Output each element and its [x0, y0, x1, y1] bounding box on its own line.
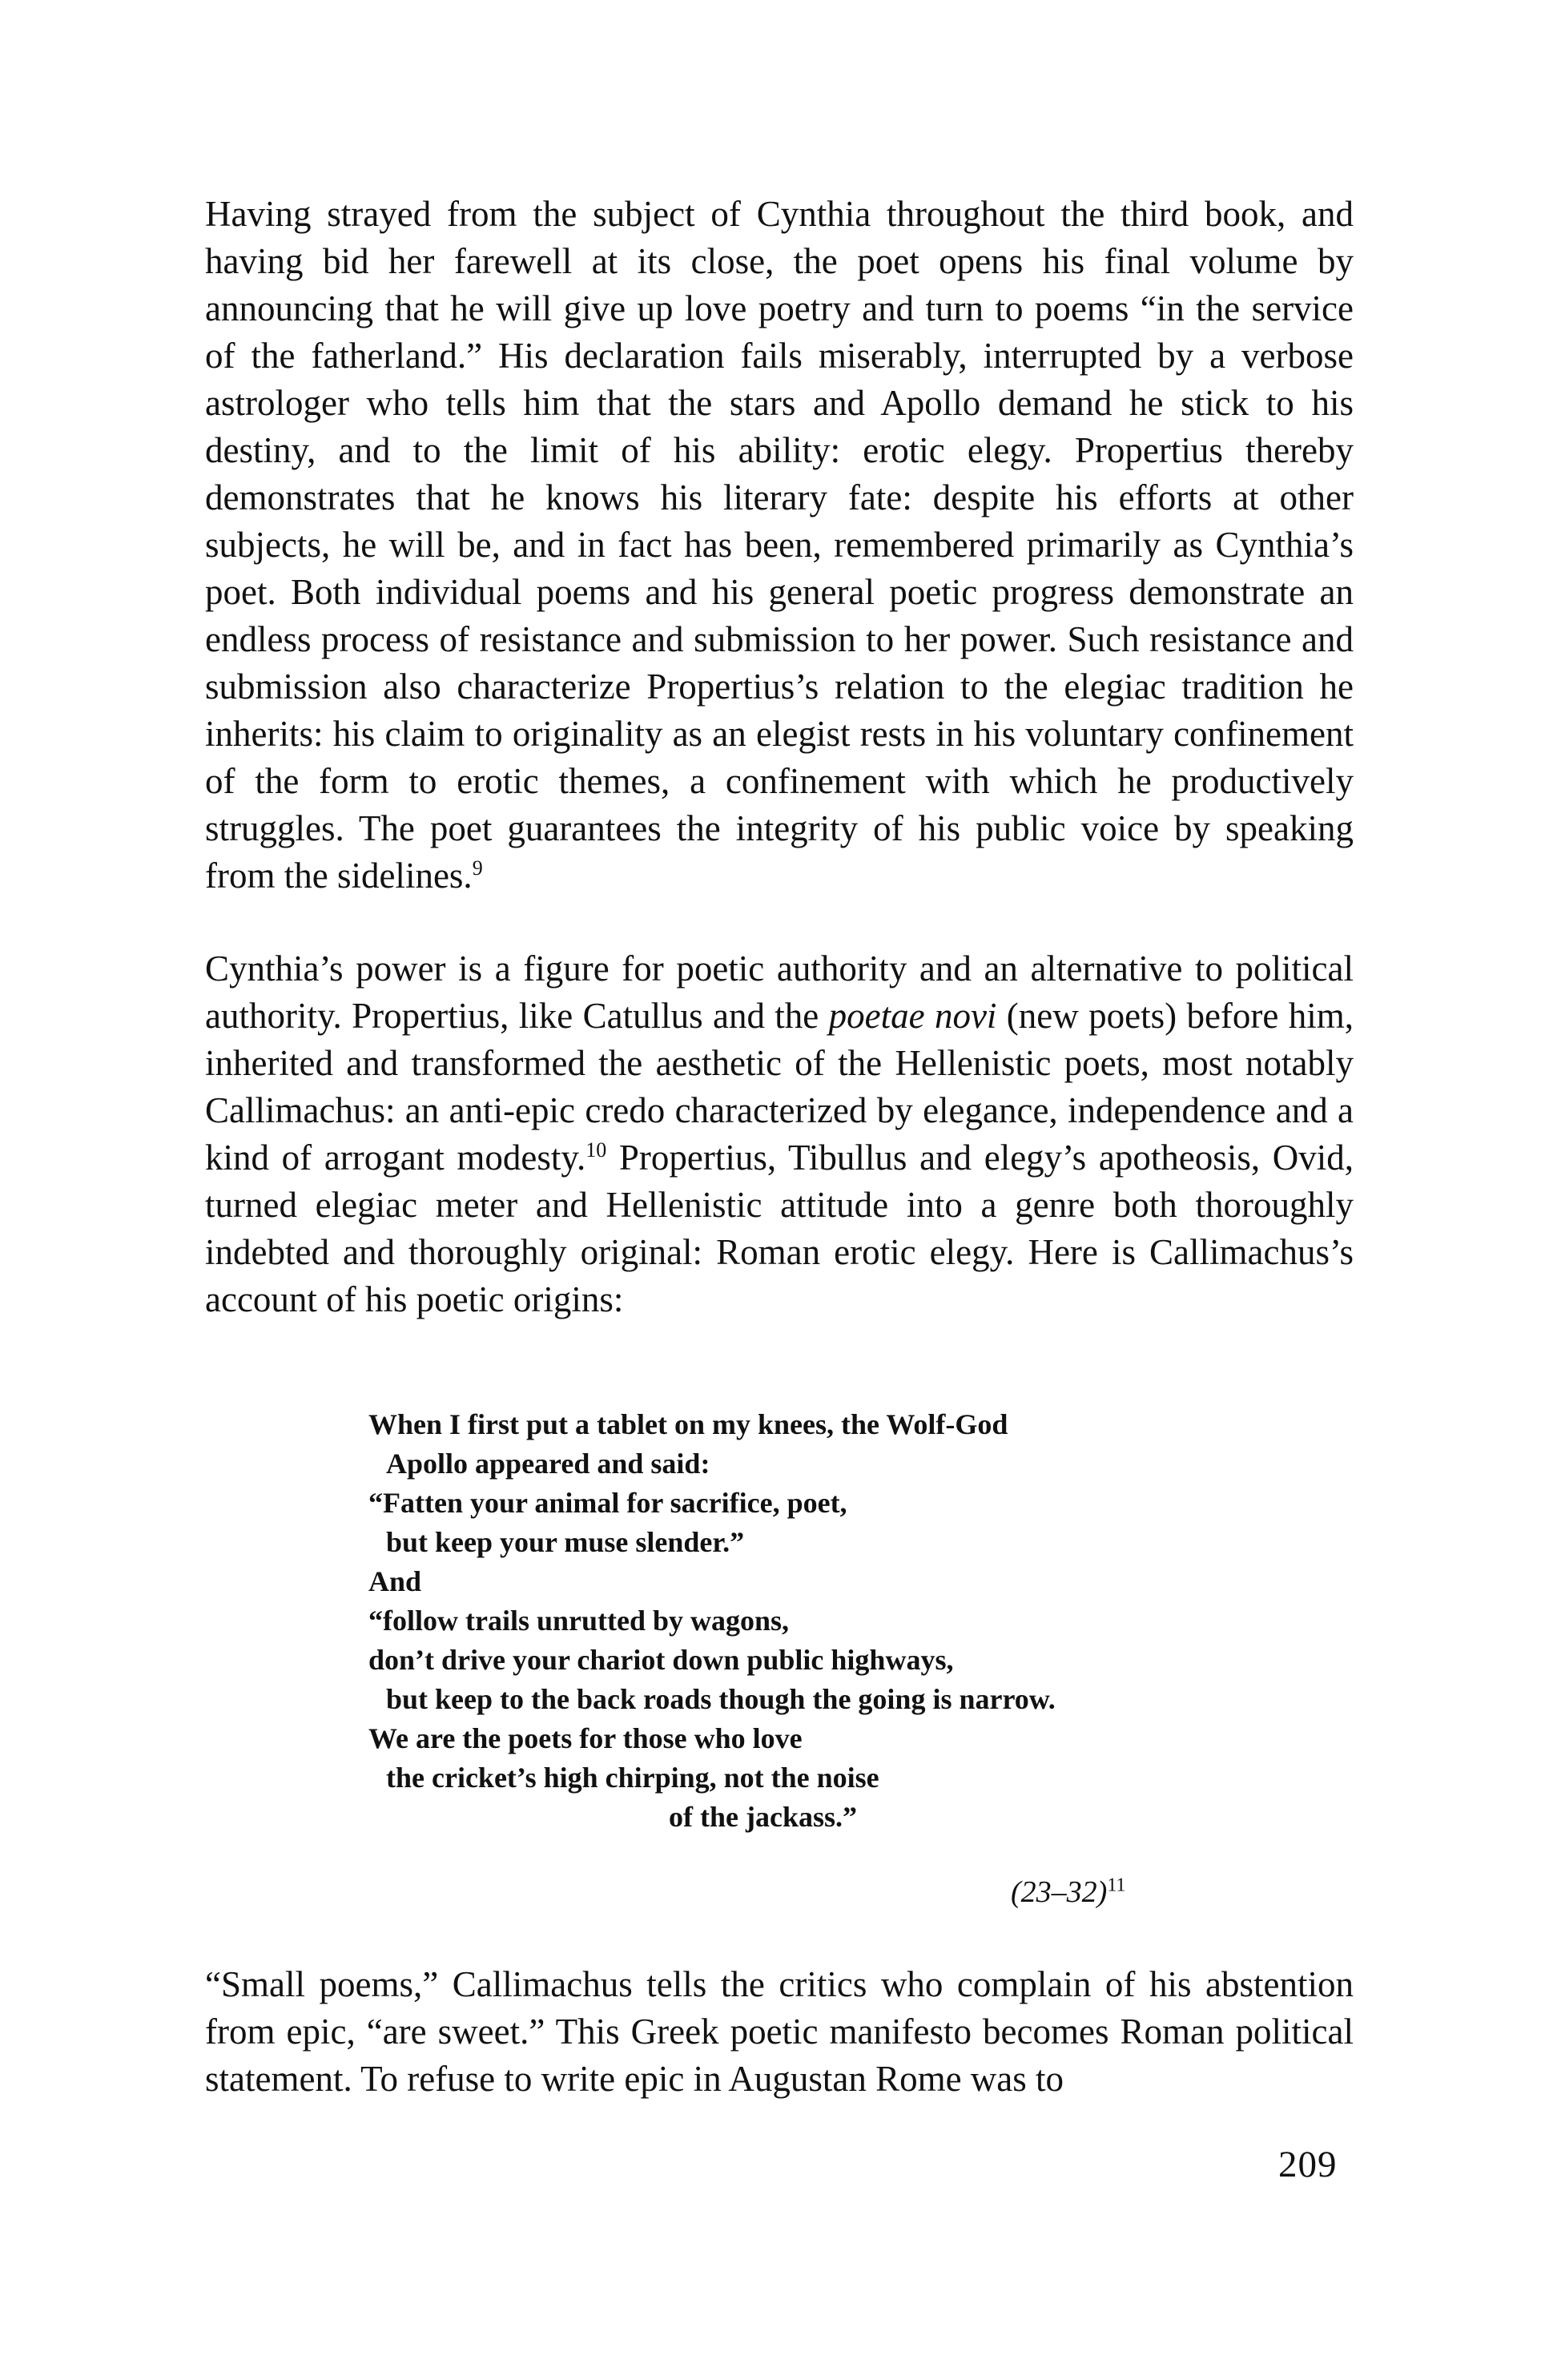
- verse-line: but keep to the back roads though the going is narrow.: [386, 1683, 1056, 1715]
- paragraph-2-part-b: (new poets) before him, inherited and transformed the aesthetic of the Hellenistic poets, most notably Callimachus: an anti-epic credo characterized by elegance, independence and a kind of arrogant modesty.: [205, 996, 1354, 1178]
- citation-lines: (23–32): [1011, 1875, 1108, 1909]
- verse-line: When I first put a tablet on my knees, the Wolf-God: [368, 1408, 1008, 1440]
- footnote-marker-9: 9: [472, 856, 483, 880]
- paragraph-3: [205, 1961, 1354, 2103]
- verse-line: “Fatten your animal for sacrifice, poet,: [368, 1487, 847, 1519]
- paragraph-1-body: Having strayed from the subject of Cynthia throughout the third book, and having bid her farewell at its close, the poet opens his final volume by announcing that he will give up love poetry and turn to poems “in the service of the fatherland.” His declaration fails miserably, interrupted by a verbose astrologer who tells him that the stars and Apollo demand he stick to his destiny, and to the limit of his ability: erotic elegy. Propertius thereby demonstrates that he knows his literary fate: despite his efforts at other subjects, he will be, and in fact has been, remembered primarily as Cynthia’s poet. Both individual poems and his general poetic progress demonstrate an endless process of resistance and submission to her power. Such resistance and submission also characterize Propertius’s relation to the elegiac tradition he inherits: his claim to originality as an elegist rests in his voluntary confinement of the form to erotic themes, a confinement with which he productively struggles. The poet guarantees the integrity of his public voice by speaking from the sidelines.: [205, 194, 1354, 896]
- verse-line: And: [368, 1565, 422, 1597]
- verse-line: the cricket’s high chirping, not the noise: [386, 1762, 879, 1794]
- page-number: 209: [1278, 2144, 1338, 2185]
- verse-line: don’t drive your chariot down public highways,: [368, 1644, 954, 1676]
- paragraph-1: [205, 191, 1354, 900]
- paragraph-2-text: [205, 945, 1354, 1323]
- verse-quote: [368, 1405, 1249, 1837]
- paragraph-2-part-a: Cynthia’s power is a figure for poetic authority and an alternative to political authority. Propertius, like Catullus and the: [205, 948, 1354, 1036]
- footnote-marker-11: 11: [1107, 1875, 1126, 1896]
- verse-line: of the jackass.”: [669, 1801, 857, 1833]
- verse-line: but keep your muse slender.”: [386, 1526, 745, 1558]
- verse-line: “follow trails unrutted by wagons,: [368, 1605, 790, 1637]
- verse-line: We are the poets for those who love: [368, 1722, 803, 1754]
- paragraph-1-text: [205, 191, 1354, 900]
- paragraph-2-part-c: Propertius, Tibullus and elegy’s apotheosis, Ovid, turned elegiac meter and Hellenistic attitude into a genre both thoroughly indebted and thoroughly original: Roman erotic elegy. Here is Callimachus’s account of his poetic origins:: [205, 1138, 1354, 1319]
- footnote-marker-10: 10: [585, 1138, 607, 1162]
- verse-line: Apollo appeared and said:: [386, 1448, 710, 1480]
- paragraph-2: [205, 945, 1354, 1323]
- quote-citation: [1011, 1875, 1125, 1910]
- paragraph-3-text: “Small poems,” Callimachus tells the critics who complain of his abstention from epic, “are sweet.” This Greek poetic manifesto becomes Roman political statement. To refuse to write epic in Augustan Rome was to: [205, 1964, 1354, 2099]
- paragraph-2-italic: poetae novi: [828, 996, 997, 1036]
